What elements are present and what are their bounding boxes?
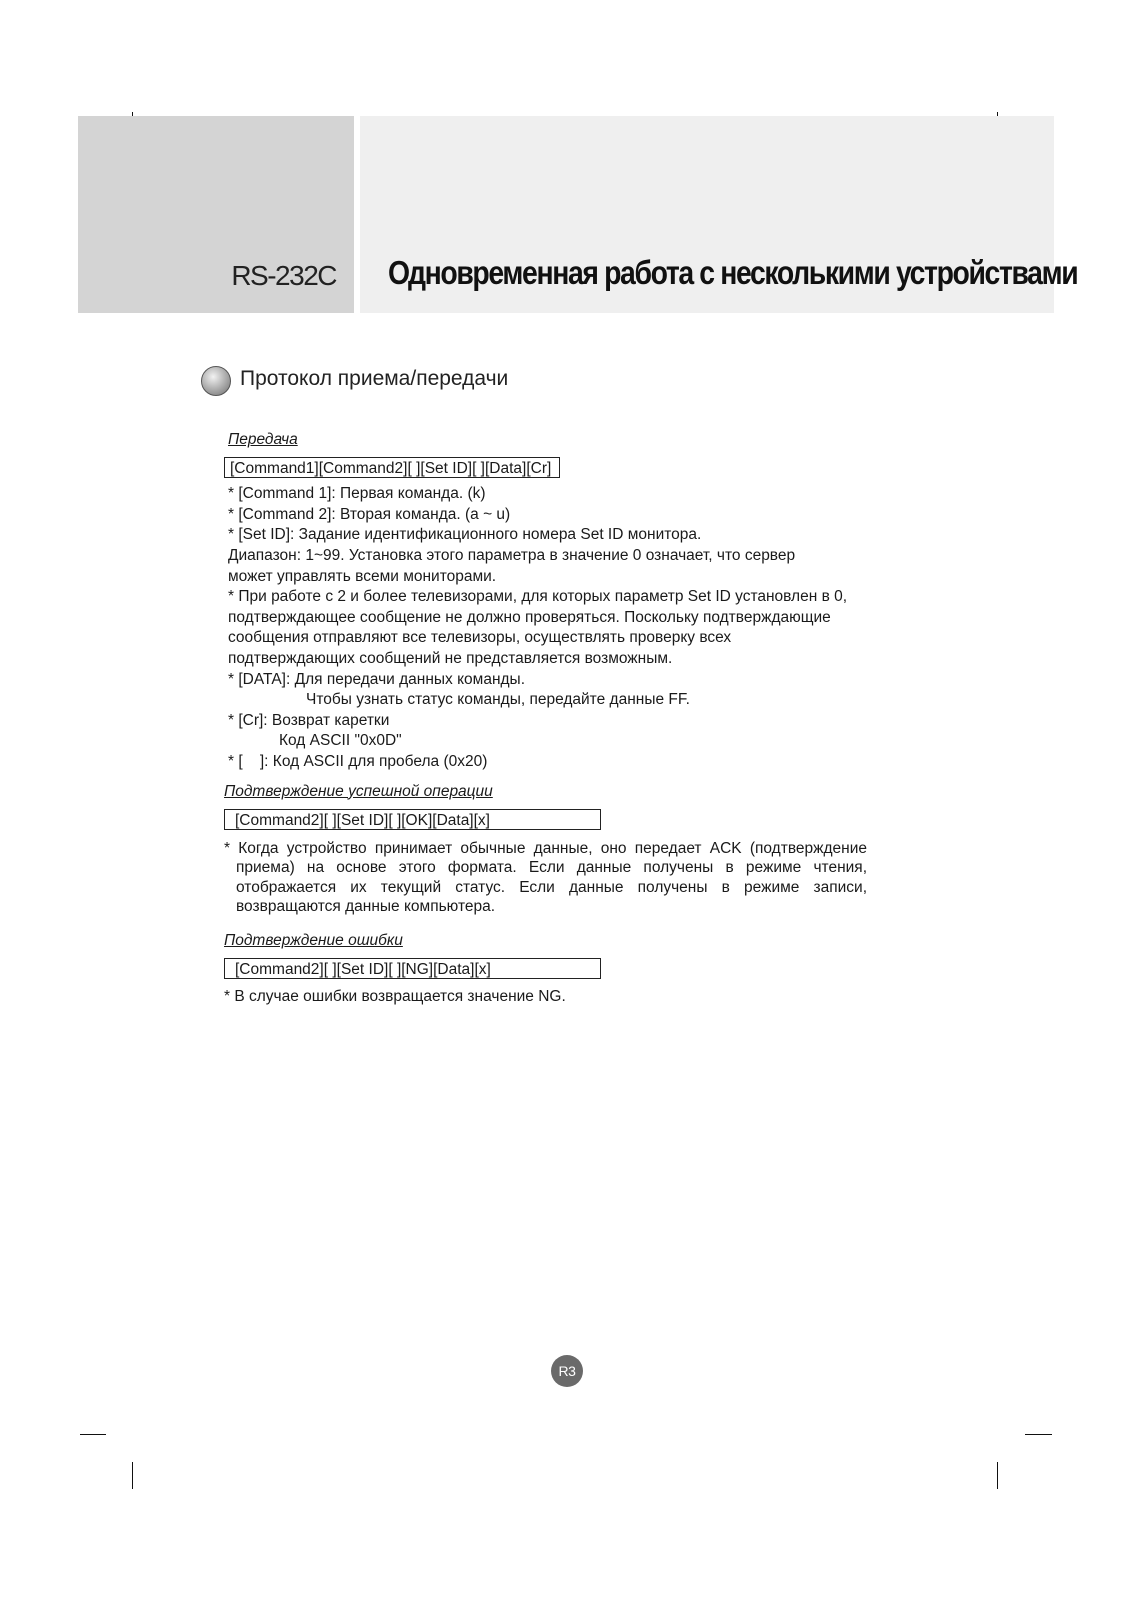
- header-right-panel: [360, 116, 1078, 313]
- transmission-format-box: [Command1][Command2][ ][Set ID][ ][Data][Cr]: [224, 457, 560, 478]
- ack-heading: Подтверждение успешной операции: [224, 782, 493, 800]
- crop-mark: [132, 1462, 133, 1489]
- text-line: * [Command 1]: Первая команда. (k): [228, 485, 486, 503]
- page-number-badge: R3: [551, 1355, 583, 1387]
- ack-note: * Когда устройство принимает обычные данные, оно передает ACK (подтверждение приема) на основе этого формата. Если данные получены в режиме чтения, отображается их текущий статус. Если данные получены в режиме записи, возвращаются данные компьютера.: [224, 839, 867, 916]
- text-line: * [Cr]: Возврат каретки: [228, 711, 390, 729]
- crop-mark: [1025, 1434, 1052, 1435]
- error-heading: Подтверждение ошибки: [224, 931, 403, 949]
- error-note: * В случае ошибки возвращается значение NG.: [224, 987, 566, 1005]
- product-name: RS-232C: [231, 260, 336, 291]
- error-format-box: [Command2][ ][Set ID][ ][NG][Data][x]: [224, 958, 601, 979]
- text-line: * При работе с 2 и более телевизорами, для которых параметр Set ID установлен в 0,: [228, 588, 848, 606]
- section-bullet-icon: [201, 366, 231, 396]
- page-title: Одновременная работа с несколькими устройствами: [388, 254, 1078, 291]
- text-line: Диапазон: 1~99. Установка этого параметра в значение 0 означает, что сервер: [228, 546, 796, 564]
- text-line: * [ ]: Код ASCII для пробела (0x20): [228, 752, 488, 770]
- text-line: сообщения отправляют все телевизоры, осуществлять проверку всех: [228, 629, 732, 647]
- text-line: Код ASCII "0x0D": [279, 732, 402, 750]
- ack-format-box: [Command2][ ][Set ID][ ][OK][Data][x]: [224, 809, 601, 830]
- text-line: подтверждающее сообщение не должно проверяться. Поскольку подтверждающие: [228, 608, 831, 626]
- text-line: Чтобы узнать статус команды, передайте данные FF.: [306, 691, 690, 709]
- crop-mark: [997, 1462, 998, 1489]
- header-left-panel: [78, 116, 354, 313]
- crop-mark: [80, 1434, 106, 1435]
- text-line: может управлять всеми мониторами.: [228, 567, 497, 585]
- section-title: Протокол приема/передачи: [240, 367, 509, 390]
- text-line: * [Command 2]: Вторая команда. (a ~ u): [228, 505, 511, 523]
- transmission-heading: Передача: [228, 431, 298, 448]
- text-line: * [DATA]: Для передачи данных команды.: [228, 670, 526, 688]
- main-content: [224, 430, 928, 1007]
- text-line: * [Set ID]: Задание идентификационного номера Set ID монитора.: [228, 526, 702, 544]
- text-line: подтверждающих сообщений не представляется возможным.: [228, 649, 673, 667]
